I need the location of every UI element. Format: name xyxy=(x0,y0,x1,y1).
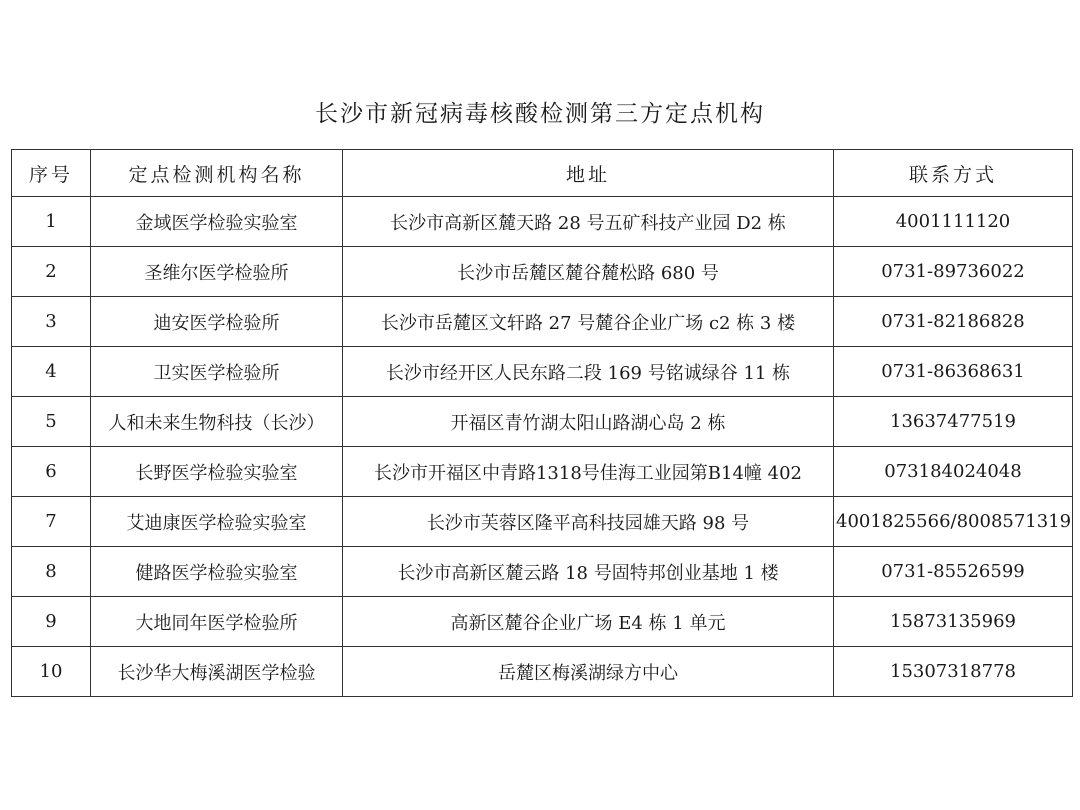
cell-address: 长沙市高新区麓云路 18 号固特邦创业基地 1 楼 xyxy=(343,547,834,597)
table-row xyxy=(12,297,1073,347)
table-row xyxy=(12,647,1073,697)
header-contact: 联系方式 xyxy=(834,150,1073,197)
cell-no: 3 xyxy=(12,297,91,347)
cell-address: 长沙市经开区人民东路二段 169 号铭诚绿谷 11 栋 xyxy=(343,347,834,397)
cell-address: 高新区麓谷企业广场 E4 栋 1 单元 xyxy=(343,597,834,647)
cell-address: 长沙市芙蓉区隆平高科技园雄天路 98 号 xyxy=(343,497,834,547)
page-title: 长沙市新冠病毒核酸检测第三方定点机构 xyxy=(315,101,765,127)
table-row xyxy=(12,247,1073,297)
cell-contact: 15873135969 xyxy=(834,597,1073,647)
cell-name: 圣维尔医学检验所 xyxy=(91,247,343,297)
cell-address: 长沙市岳麓区文轩路 27 号麓谷企业广场 c2 栋 3 楼 xyxy=(343,297,834,347)
cell-address: 长沙市高新区麓天路 28 号五矿科技产业园 D2 栋 xyxy=(343,197,834,247)
institution-table xyxy=(11,149,1073,697)
cell-contact: 13637477519 xyxy=(834,397,1073,447)
cell-contact: 0731-85526599 xyxy=(834,547,1073,597)
cell-no: 5 xyxy=(12,397,91,447)
cell-no: 2 xyxy=(12,247,91,297)
cell-no: 4 xyxy=(12,347,91,397)
cell-name: 长野医学检验实验室 xyxy=(91,447,343,497)
table-row xyxy=(12,597,1073,647)
table-row xyxy=(12,397,1073,447)
cell-name: 大地同年医学检验所 xyxy=(91,597,343,647)
cell-contact: 0731-89736022 xyxy=(834,247,1073,297)
header-address: 地址 xyxy=(343,150,834,197)
cell-contact: 0731-86368631 xyxy=(834,347,1073,397)
cell-no: 7 xyxy=(12,497,91,547)
cell-contact: 15307318778 xyxy=(834,647,1073,697)
header-no: 序号 xyxy=(12,150,91,197)
cell-name: 金域医学检验实验室 xyxy=(91,197,343,247)
cell-no: 8 xyxy=(12,547,91,597)
cell-address: 岳麓区梅溪湖绿方中心 xyxy=(343,647,834,697)
cell-contact: 4001111120 xyxy=(834,197,1073,247)
cell-no: 1 xyxy=(12,197,91,247)
cell-address: 开福区青竹湖太阳山路湖心岛 2 栋 xyxy=(343,397,834,447)
cell-name: 人和未来生物科技（长沙） xyxy=(91,397,343,447)
table-row xyxy=(12,347,1073,397)
table-row xyxy=(12,447,1073,497)
table-row xyxy=(12,197,1073,247)
cell-name: 迪安医学检验所 xyxy=(91,297,343,347)
cell-no: 10 xyxy=(12,647,91,697)
cell-name: 健路医学检验实验室 xyxy=(91,547,343,597)
cell-no: 6 xyxy=(12,447,91,497)
cell-contact: 0731-82186828 xyxy=(834,297,1073,347)
cell-name: 艾迪康医学检验实验室 xyxy=(91,497,343,547)
cell-address: 长沙市开福区中青路1318号佳海工业园第B14幢 402 xyxy=(343,447,834,497)
cell-name: 长沙华大梅溪湖医学检验 xyxy=(91,647,343,697)
cell-name: 卫实医学检验所 xyxy=(91,347,343,397)
cell-no: 9 xyxy=(12,597,91,647)
cell-contact: 4001825566/8008571319 xyxy=(834,497,1073,547)
table-row xyxy=(12,547,1073,597)
cell-address: 长沙市岳麓区麓谷麓松路 680 号 xyxy=(343,247,834,297)
header-name: 定点检测机构名称 xyxy=(91,150,343,197)
cell-contact: 073184024048 xyxy=(834,447,1073,497)
table-header-row xyxy=(12,150,1073,197)
table-row xyxy=(12,497,1073,547)
